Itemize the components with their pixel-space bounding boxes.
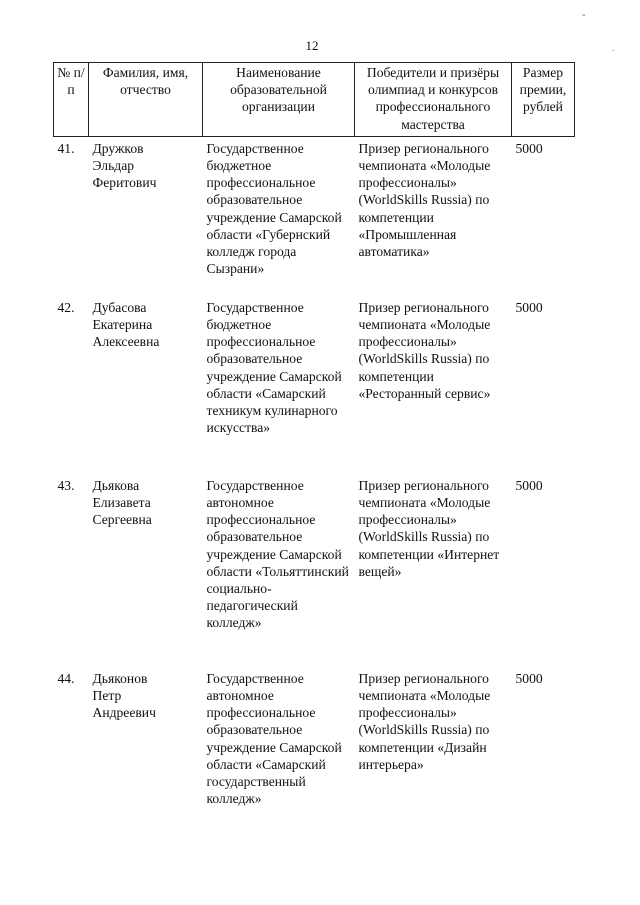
prize-amount: 5000 — [515, 140, 543, 156]
surname: Дружков — [92, 140, 144, 156]
row-number: 43. — [57, 477, 75, 493]
header-full-name: Фамилия, имя, отчество — [89, 63, 203, 137]
surname: Дубасова — [92, 299, 147, 315]
prize-amount: 5000 — [515, 477, 543, 493]
header-organization: Наименование образовательной организации — [203, 63, 355, 137]
surname: Дьякова — [92, 477, 140, 493]
first-name: Эльдар — [92, 158, 135, 174]
header-winners: Победители и призёры олимпиад и конкурсов профессионального мастерства — [355, 63, 512, 137]
patronymic: Феритович — [92, 175, 157, 191]
prize-amount: 5000 — [515, 299, 543, 315]
full-name — [89, 296, 203, 474]
table-header-row — [54, 63, 575, 137]
first-name: Екатерина — [92, 317, 153, 333]
scan-mark-right: . — [612, 44, 615, 53]
awards-table — [53, 62, 575, 830]
surname: Дьяконов — [92, 670, 148, 686]
full-name — [89, 136, 203, 296]
first-name: Елизавета — [92, 495, 151, 511]
organization: Государственное автономное профессиональное образовательное учреждение Самарской области «Тольяттинский социально-педагогический колледж» — [206, 477, 349, 631]
full-name — [89, 667, 203, 830]
full-name — [89, 474, 203, 667]
patronymic: Сергеевна — [92, 512, 152, 528]
scan-mark-top-right: - — [582, 10, 586, 21]
organization: Государственное бюджетное профессиональное образовательное учреждение Самарской области «Самарский техникум кулинарного искусства» — [206, 299, 342, 436]
organization: Государственное бюджетное профессиональное образовательное учреждение Самарской области «Губернский колледж города Сызрани» — [206, 140, 342, 277]
table-row — [54, 136, 575, 296]
award-description: Призер регионального чемпионата «Молодые профессионалы» (WorldSkills Russia) по компетенции «Интернет вещей» — [358, 477, 500, 579]
table-row — [54, 296, 575, 474]
table-row — [54, 667, 575, 830]
patronymic: Алексеевна — [92, 334, 160, 350]
row-number: 41. — [57, 140, 75, 156]
award-description: Призер регионального чемпионата «Молодые профессионалы» (WorldSkills Russia) по компетенции «Промышленная автоматика» — [358, 140, 491, 260]
prize-amount: 5000 — [515, 670, 543, 686]
table-row — [54, 474, 575, 667]
row-number: 42. — [57, 299, 75, 315]
first-name: Петр — [92, 688, 122, 704]
header-prize-amount: Размер премии, рублей — [512, 63, 575, 137]
award-description: Призер регионального чемпионата «Молодые профессионалы» (WorldSkills Russia) по компетенции «Дизайн интерьера» — [358, 670, 491, 772]
award-description: Призер регионального чемпионата «Молодые профессионалы» (WorldSkills Russia) по компетенции «Ресторанный сервис» — [358, 299, 491, 401]
organization: Государственное автономное профессиональное образовательное учреждение Самарской области «Самарский государственный колледж» — [206, 670, 342, 807]
patronymic: Андреевич — [92, 705, 156, 721]
header-number: № п/п — [54, 63, 89, 137]
page-number: 12 — [305, 38, 319, 53]
row-number: 44. — [57, 670, 75, 686]
